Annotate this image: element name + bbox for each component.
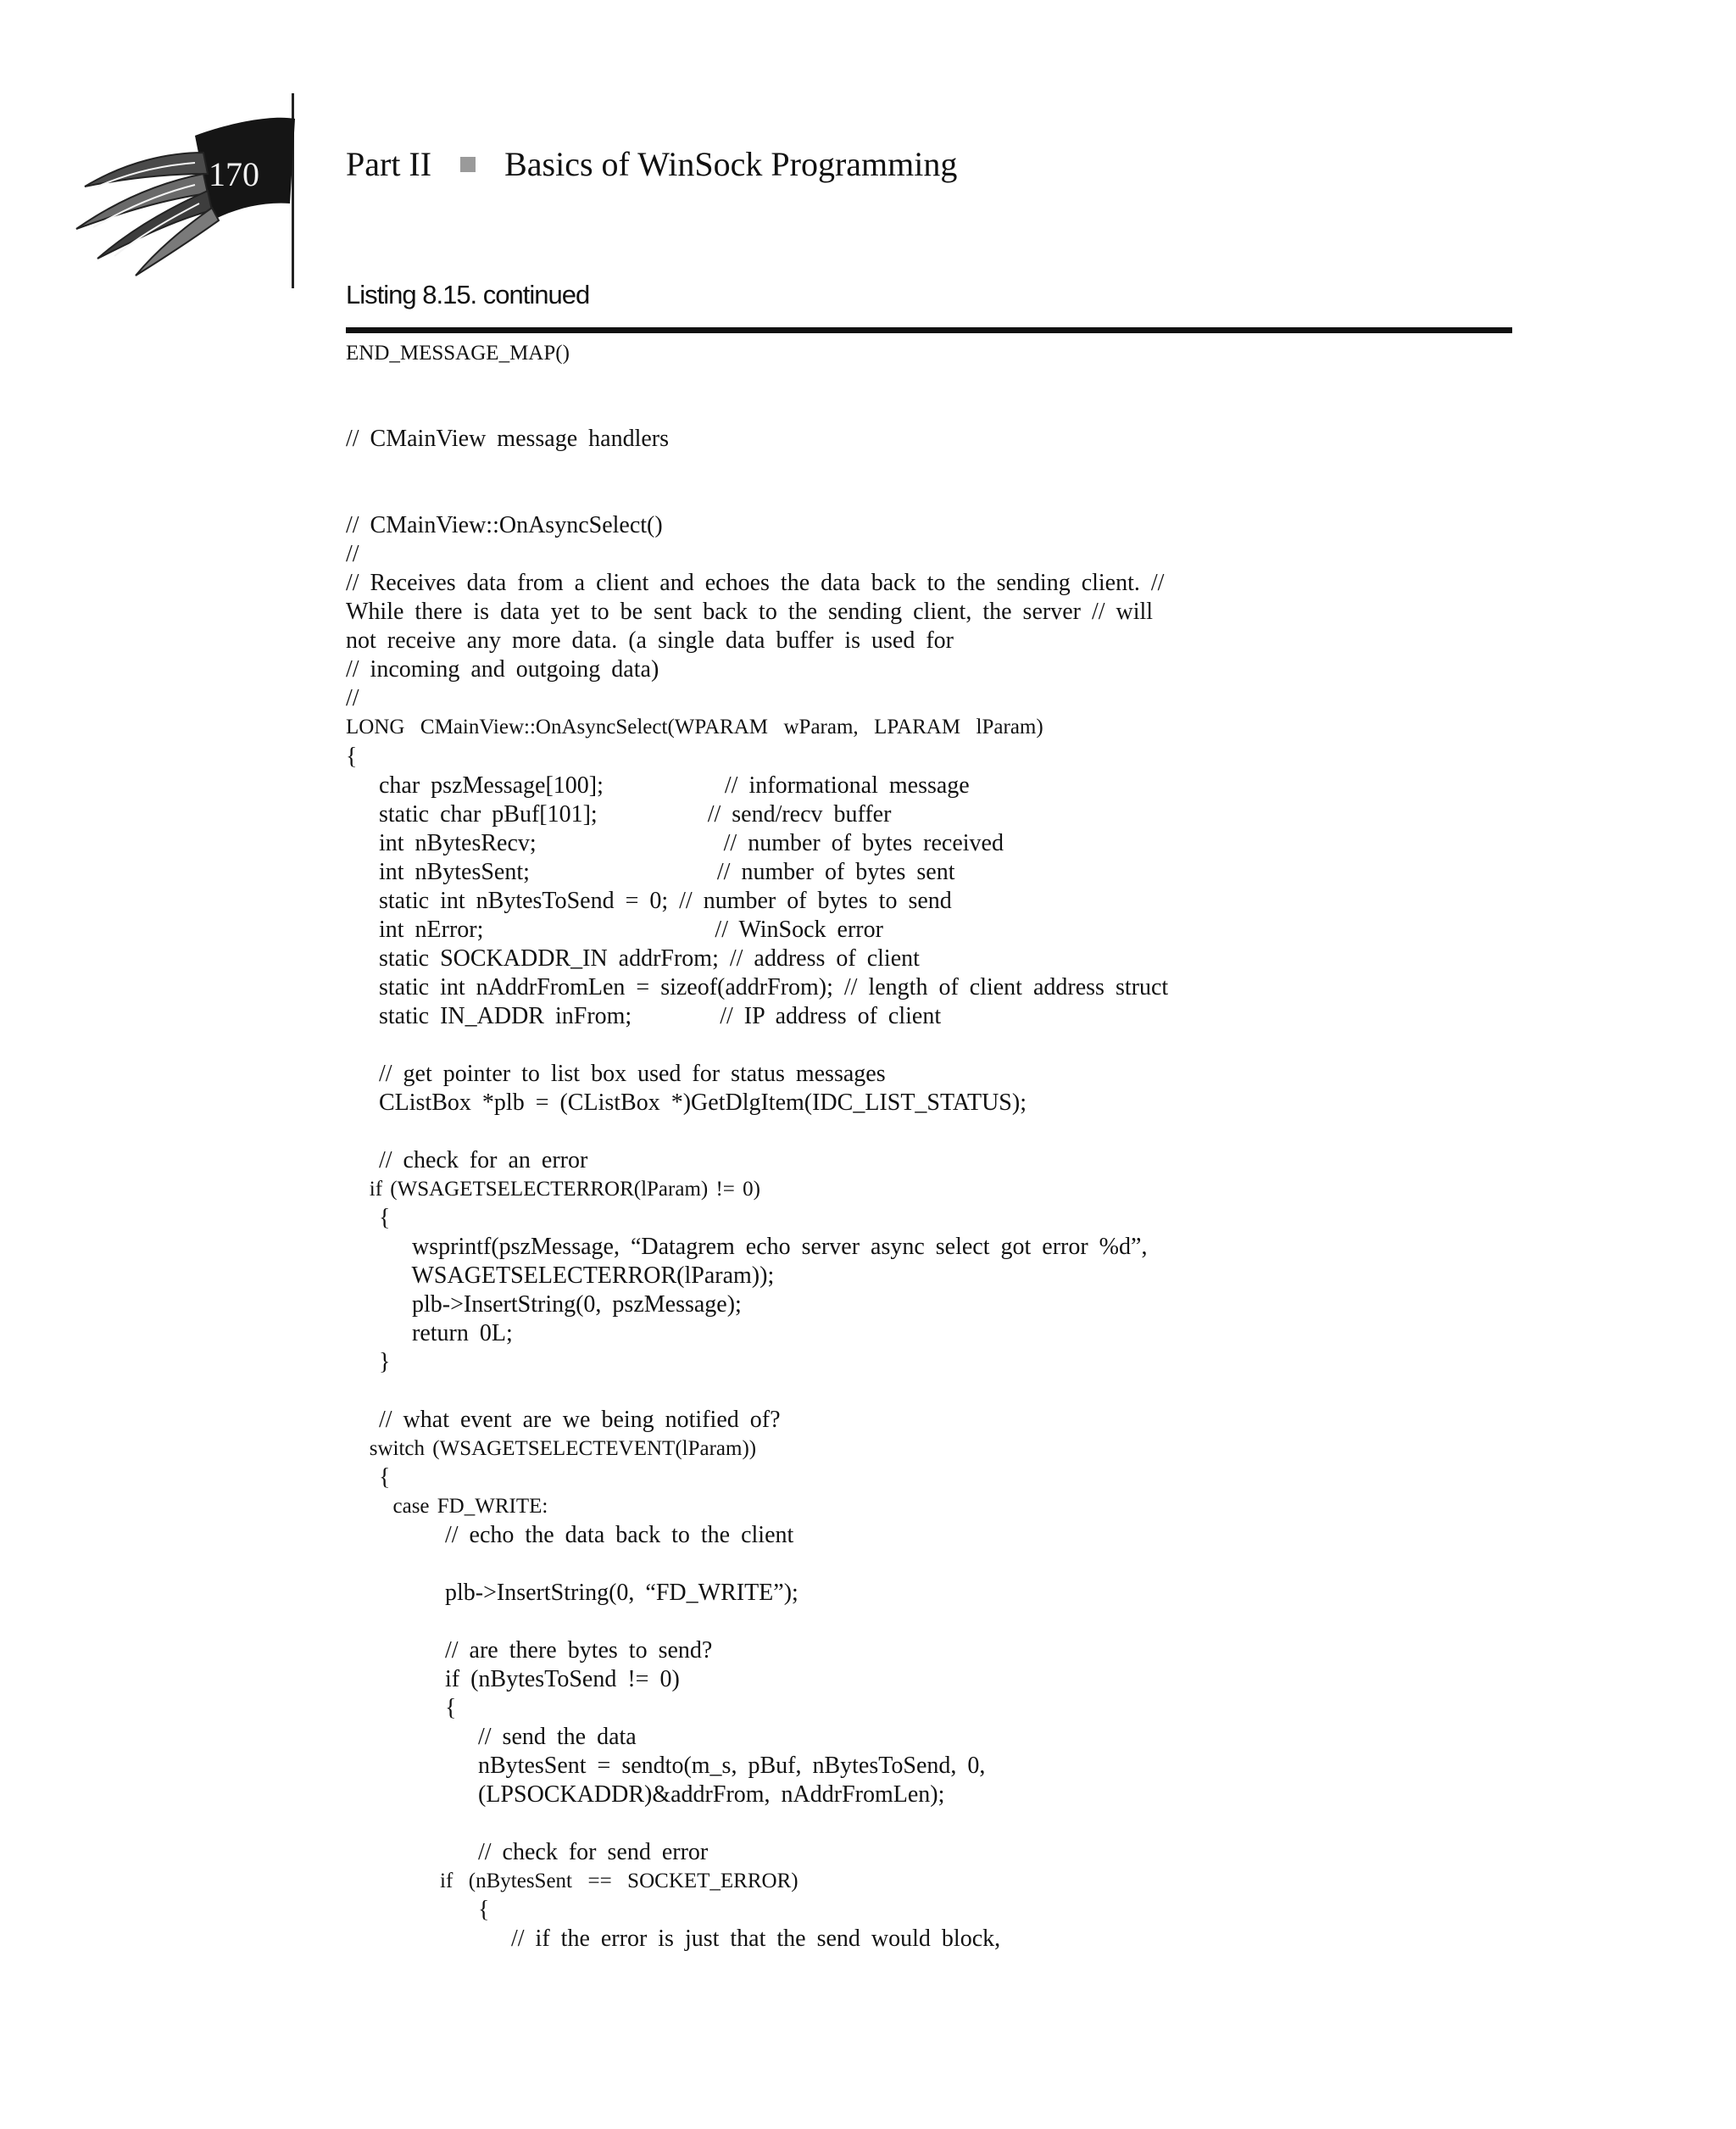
code-line: static char pBuf[101]; // send/recv buffer — [346, 801, 892, 828]
code-line: case FD_WRITE: — [346, 1495, 548, 1518]
code-line: char pszMessage[100]; // informational message — [346, 772, 970, 799]
code-line: static SOCKADDR_IN addrFrom; // address of client — [346, 945, 920, 972]
code-line: static int nBytesToSend = 0; // number of bytes to send — [346, 888, 952, 914]
code-line: // if the error is just that the send would block, — [346, 1926, 1001, 1952]
code-line: if (WSAGETSELECTERROR(lParam) != 0) — [346, 1178, 760, 1201]
code-line: WSAGETSELECTERROR(lParam)); — [346, 1262, 775, 1289]
running-header — [346, 144, 957, 184]
code-line: // CMainView message handlers — [346, 426, 670, 452]
page-number: 170 — [209, 155, 259, 193]
code-line: { — [346, 1897, 490, 1923]
code-line: if (nBytesToSend != 0) — [346, 1666, 680, 1692]
code-line: LONG CMainView::OnAsyncSelect(WPARAM wParam, LPARAM lParam) — [346, 716, 1043, 738]
code-line: { — [346, 1695, 457, 1721]
code-line: } — [346, 1349, 391, 1375]
code-line: plb->InsertString(0, “FD_WRITE”); — [346, 1580, 798, 1606]
code-line: // incoming and outgoing data) — [346, 656, 659, 683]
code-line: static int nAddrFromLen = sizeof(addrFrom); // length of client address struct — [346, 974, 1169, 1000]
code-line: // check for an error — [346, 1147, 588, 1173]
code-line: { — [346, 1464, 391, 1491]
code-line: // echo the data back to the client — [346, 1522, 794, 1548]
code-line: nBytesSent = sendto(m_s, pBuf, nBytesToSend, 0, — [346, 1753, 986, 1779]
code-line: wsprintf(pszMessage, “Datagrem echo server async select got error %d”, — [346, 1234, 1148, 1260]
code-line: // get pointer to list box used for status messages — [346, 1061, 886, 1087]
code-line: (LPSOCKADDR)&addrFrom, nAddrFromLen); — [346, 1781, 945, 1808]
code-line: END_MESSAGE_MAP() — [346, 342, 570, 365]
listing-title: Listing 8.15. continued — [346, 280, 590, 309]
code-line: int nBytesSent; // number of bytes sent — [346, 859, 955, 885]
code-line: CListBox *plb = (CListBox *)GetDlgItem(IDC_LIST_STATUS); — [346, 1090, 1027, 1116]
part-label: Part II — [346, 145, 432, 183]
code-line: return 0L; — [346, 1320, 513, 1346]
code-line: { — [346, 744, 358, 770]
section-title: Basics of WinSock Programming — [504, 145, 958, 183]
code-line: // what event are we being notified of? — [346, 1407, 781, 1433]
code-line: plb->InsertString(0, pszMessage); — [346, 1291, 742, 1318]
listing-rule — [346, 327, 1512, 333]
code-line: // send the data — [346, 1724, 637, 1750]
code-line: not receive any more data. (a single data buffer is used for — [346, 627, 954, 654]
code-line: switch (WSAGETSELECTEVENT(lParam)) — [346, 1437, 757, 1460]
square-bullet-icon — [460, 157, 476, 172]
code-line: // check for send error — [346, 1839, 709, 1865]
code-line: // — [346, 685, 359, 711]
code-line: // CMainView::OnAsyncSelect() — [346, 512, 663, 538]
code-line: // are there bytes to send? — [346, 1637, 713, 1664]
hand-logo-icon — [68, 93, 322, 297]
code-line: static IN_ADDR inFrom; // IP address of client — [346, 1003, 942, 1029]
code-line: if (nBytesSent == SOCKET_ERROR) — [346, 1870, 798, 1892]
code-line: int nBytesRecv; // number of bytes received — [346, 830, 1004, 856]
code-line: // Receives data from a client and echoes the data back to the sending client. // — [346, 570, 1165, 596]
code-line: { — [346, 1205, 391, 1231]
code-line: // — [346, 541, 359, 567]
code-line: While there is data yet to be sent back to the sending client, the server // will — [346, 599, 1154, 625]
code-line: int nError; // WinSock error — [346, 917, 883, 943]
